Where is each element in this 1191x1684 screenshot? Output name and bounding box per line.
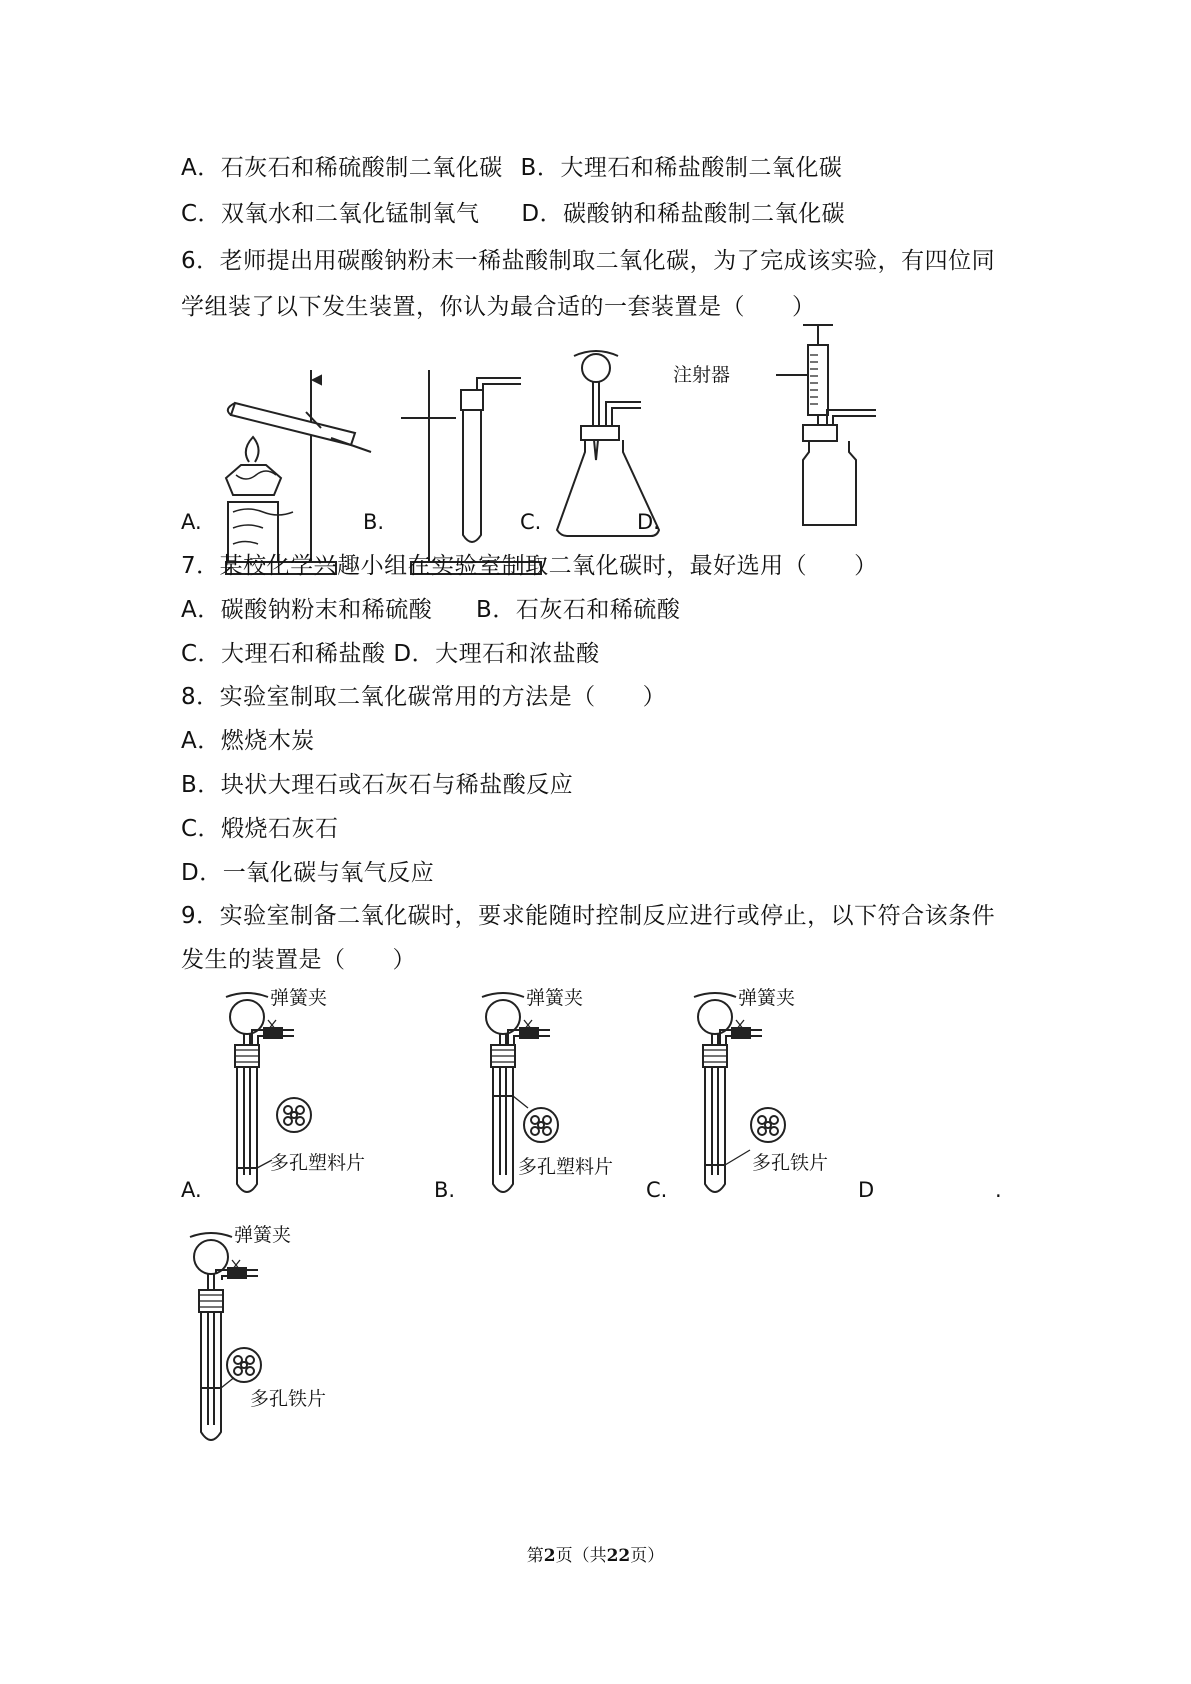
- q8-option-a: A．燃烧木炭: [181, 728, 315, 754]
- q9-label-period: .: [995, 1178, 1002, 1202]
- q5-options-row-1: [181, 153, 842, 183]
- q6-stem-line-1: 6．老师提出用碳酸钠粉末一稀盐酸制取二氧化碳，为了完成该实验，有四位同: [181, 248, 996, 274]
- q8-option-d: D．一氧化碳与氧气反应: [181, 860, 435, 886]
- q9a-plate-label: 多孔塑料片: [270, 1152, 366, 1174]
- q5-option-c: C．双氧水和二氧化锰制氧气: [181, 201, 480, 227]
- footer-mid: 页（共: [555, 1546, 607, 1566]
- q5-options-row-2: [181, 199, 845, 229]
- q9-stem-line-2: 发生的装置是（ ）: [181, 947, 416, 973]
- page-footer: [0, 1541, 1191, 1566]
- q5-option-d: D．碳酸钠和稀盐酸制二氧化碳: [521, 201, 846, 227]
- q9c-clip-label: 弹簧夹: [738, 987, 796, 1009]
- q9-apparatus-figure: [0, 990, 1191, 1450]
- q9-label-d: D: [858, 1178, 875, 1202]
- q6-apparatus-d: [741, 340, 941, 580]
- footer-prefix: 第: [526, 1546, 544, 1566]
- footer-page-number: 2: [543, 1546, 556, 1566]
- q9-label-c: C.: [646, 1178, 668, 1202]
- q6-label-a: A.: [181, 510, 202, 534]
- q9-label-a: A.: [181, 1178, 202, 1202]
- q6-apparatus-a: [181, 340, 381, 580]
- q5-option-a: A．石灰石和稀硫酸制二氧化碳: [181, 155, 503, 181]
- q8-stem: 8．实验室制取二氧化碳常用的方法是（ ）: [181, 684, 667, 710]
- q6-stem-line-2: 学组装了以下发生装置，你认为最合适的一套装置是（ ）: [181, 294, 816, 320]
- q8-option-b: B．块状大理石或石灰石与稀盐酸反应: [181, 772, 574, 798]
- q9b-plate-label: 多孔塑料片: [518, 1156, 614, 1178]
- q5-option-b: B．大理石和稀盐酸制二氧化碳: [520, 155, 843, 181]
- footer-suffix: 页）: [630, 1546, 665, 1566]
- q7-stem: 7．某校化学兴趣小组在实验室制取二氧化碳时，最好选用（ ）: [181, 553, 878, 579]
- q6-apparatus-figure: [181, 340, 1081, 580]
- q9d-clip-label: 弹簧夹: [234, 1224, 292, 1246]
- q7-options-row-2: C．大理石和稀盐酸 D．大理石和浓盐酸: [181, 641, 600, 667]
- q7-options-row-1: [181, 595, 680, 625]
- q9c-plate-label: 多孔铁片: [752, 1152, 829, 1174]
- q6-label-c: C.: [520, 510, 542, 534]
- q9-label-b: B.: [434, 1178, 456, 1202]
- q8-option-c: C．煅烧石灰石: [181, 816, 339, 842]
- q9-stem-line-1: 9．实验室制备二氧化碳时，要求能随时控制反应进行或停止，以下符合该条件: [181, 903, 996, 929]
- footer-total-pages: 22: [606, 1546, 631, 1566]
- q6-label-b: B.: [363, 510, 385, 534]
- syringe-label: 注射器: [673, 364, 731, 386]
- q9a-clip-label: 弹簧夹: [270, 987, 328, 1009]
- q6-label-d: D.: [637, 510, 660, 534]
- q7-option-b: B．石灰石和稀硫酸: [476, 597, 681, 623]
- q7-option-a: A．碳酸钠粉末和稀硫酸: [181, 597, 433, 623]
- q9b-clip-label: 弹簧夹: [526, 987, 584, 1009]
- q9d-plate-label: 多孔铁片: [250, 1388, 327, 1410]
